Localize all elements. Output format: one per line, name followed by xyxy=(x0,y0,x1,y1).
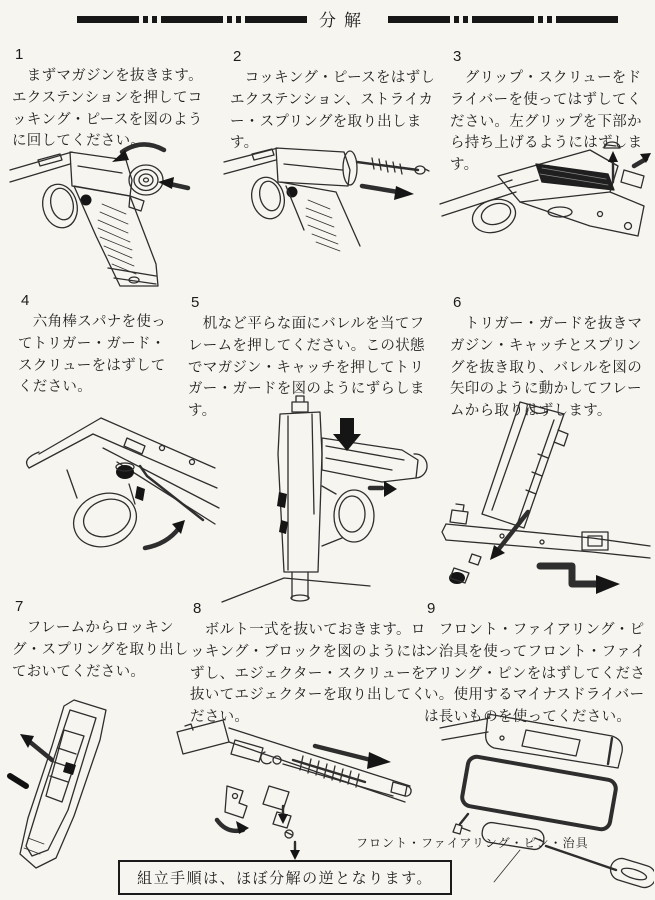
step-7-illustration-locking-spring xyxy=(6,696,151,878)
step-7 xyxy=(12,598,194,683)
part-caption: フロント・ファイアリング・ピン・治具 xyxy=(356,836,589,850)
step-2-illustration-striker-spring xyxy=(222,140,430,292)
step-4-illustration-hex-wrench-trigger-guard xyxy=(5,396,220,594)
step-3-text: グリップ・スクリューをドライバーを使ってはずしてください。左グリップを下部から持ち上げるようにはずします。 xyxy=(450,70,643,173)
step-4-number: 4 xyxy=(21,292,30,309)
page-title: 分解 xyxy=(319,11,369,30)
step-6-text: トリガー・ガードを抜きマガジン・キャッチとスプリングを抜き取り、バレルを図の矢印のように動かしてフレームから取りはずします。 xyxy=(450,316,643,419)
step-1-text: まずマガジンを抜きます。エクステンションを押してコッキング・ピースを図のように回してください。 xyxy=(12,68,203,150)
header-rule-left xyxy=(77,15,307,23)
step-2 xyxy=(230,48,440,155)
step-2-text: コッキング・ピースをはずしエクステンション、ストライカー・スプリングを取り出します。 xyxy=(230,70,436,152)
step-4-text: 六角棒スパナを使ってトリガー・ガード・スクリューをはずしてください。 xyxy=(18,314,166,396)
assembly-note-box xyxy=(118,860,452,895)
step-8-text: ボルト一式を抜いておきます。ロッキング・ブロックを図のようにはずし、エジェクター・スクリューを抜いてエジェクターを取り出してください。 xyxy=(190,622,427,725)
step-7-text: フレームからロッキング・スプリングを取り出しておいてください。 xyxy=(12,620,189,680)
step-8-illustration-bolt-exploded xyxy=(165,698,423,878)
step-4 xyxy=(18,292,180,399)
step-7-number: 7 xyxy=(15,598,24,615)
step-9-number: 9 xyxy=(427,600,436,617)
step-9-text: フロント・ファイアリング・ピン治具を使ってフロント・ファイアリング・ピンをはずしてください。使用するマイナスドライバーは長いものを使ってください。 xyxy=(424,622,646,725)
step-6-number: 6 xyxy=(453,294,462,311)
header-rule-right xyxy=(388,15,618,23)
step-1 xyxy=(12,46,217,153)
step-6-illustration-barrel-frame-separation xyxy=(440,394,653,606)
step-1-number: 1 xyxy=(15,46,24,63)
step-1-illustration-pistol-rear-cocking-piece xyxy=(8,140,210,290)
step-3-illustration-grip-screw xyxy=(438,138,653,293)
step-5-text: 机など平らな面にバレルを当てフレームを押してください。この状態でマガジン・キャッチを押してトリガー・ガードを図のようにずらします。 xyxy=(188,316,425,419)
step-9-illustration-firing-pin-jig xyxy=(432,706,654,898)
step-5-number: 5 xyxy=(191,294,200,311)
step-8-number: 8 xyxy=(193,600,202,617)
step-2-number: 2 xyxy=(233,48,242,65)
step-3-number: 3 xyxy=(453,48,462,65)
step-5-illustration-frame-press-desk xyxy=(220,394,435,604)
assembly-note-text: 組立手順は、ほぼ分解の逆となります。 xyxy=(137,870,433,887)
